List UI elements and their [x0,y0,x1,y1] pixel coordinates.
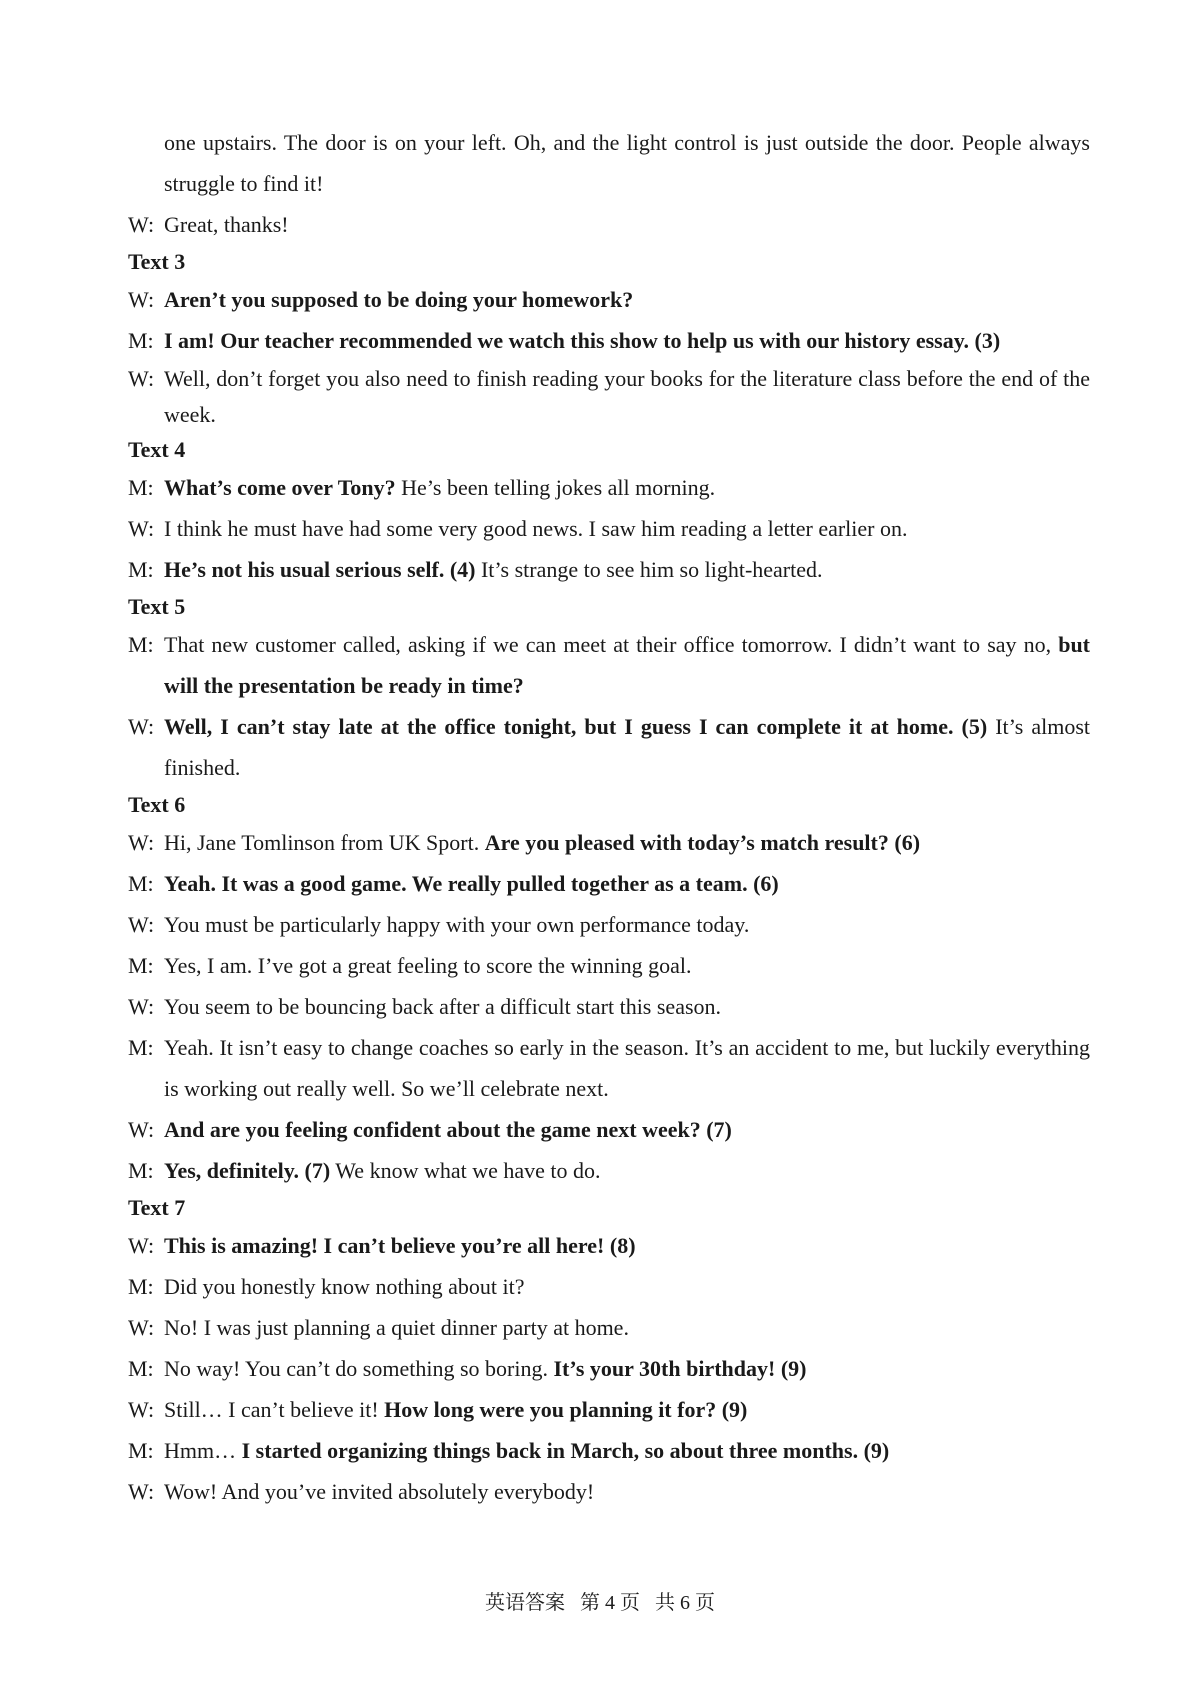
section-heading: Text 6 [128,792,186,817]
answer-highlight: This is amazing! I can’t believe you’re all here! (8) [164,1233,636,1258]
dialogue-line [128,822,1090,863]
answer-highlight: How long were you planning it for? (9) [384,1397,748,1422]
dialogue-text [164,320,1090,361]
dialogue-segment: He’s been telling jokes all morning. [395,475,716,500]
dialogue-segment: We know what we have to do. [330,1158,601,1183]
speaker-label: W: [128,714,155,739]
dialogue-segment: That new customer called, asking if we can meet at their office tomorrow. I didn’t want to say no, [164,632,1059,657]
section-heading: Text 3 [128,249,186,274]
dialogue-line [128,279,1090,320]
dialogue-segment: No! I was just planning a quiet dinner party at home. [164,1315,629,1340]
dialogue-line [128,1266,1090,1307]
dialogue-segment: You must be particularly happy with your own performance today. [164,912,750,937]
dialogue-text [164,279,1090,320]
dialogue-text [164,361,1090,433]
speaker-label: W: [128,1117,155,1142]
dialogue-text [164,1471,1090,1512]
speaker-label: M: [128,1438,154,1463]
dialogue-line [128,1389,1090,1430]
dialogue-line [128,986,1090,1027]
dialogue-line [128,1430,1090,1471]
dialogue-text [164,204,1090,245]
speaker-label: W: [128,1315,155,1340]
section-heading: Text 5 [128,594,186,619]
dialogue-text [164,1266,1090,1307]
speaker-label: W: [128,994,155,1019]
dialogue-line [128,467,1090,508]
answer-highlight: I am! Our teacher recommended we watch this show to help us with our history essay. (3) [164,328,1001,353]
dialogue-text [164,986,1090,1027]
answer-highlight: but will the presentation be ready in time? [164,632,1090,698]
dialogue-segment: one upstairs. The door is on your left. Oh, and the light control is just outside the door. People always struggle to find it! [164,130,1090,196]
dialogue-line [128,361,1090,433]
dialogue-text [164,706,1090,788]
speaker-label: M: [128,475,154,500]
dialogue-text [164,508,1090,549]
dialogue-text [164,467,1090,508]
dialogue-text [164,1150,1090,1191]
dialogue-line [128,1225,1090,1266]
answer-highlight: It’s your 30th birthday! (9) [553,1356,807,1381]
dialogue-line [128,1471,1090,1512]
speaker-label: M: [128,953,154,978]
dialogue-text [164,549,1090,590]
speaker-label: M: [128,1035,154,1060]
answer-highlight: Are you pleased with today’s match result? (6) [484,830,921,855]
dialogue-line [128,1348,1090,1389]
dialogue-line [128,945,1090,986]
footer-subject: 英语答案 [485,1592,565,1614]
dialogue-segment: Well, don’t forget you also need to finish reading your books for the literature class before the end of the week. [164,366,1090,427]
speaker-label: M: [128,1274,154,1299]
speaker-label: M: [128,871,154,896]
speaker-label: M: [128,328,154,353]
dialogue-segment: Hmm… [164,1438,242,1463]
dialogue-segment: You seem to be bouncing back after a difficult start this season. [164,994,722,1019]
dialogue-text [164,1307,1090,1348]
dialogue-line [128,508,1090,549]
speaker-label: W: [128,1233,155,1258]
dialogue-segment: I think he must have had some very good news. I saw him reading a letter earlier on. [164,516,908,541]
answer-highlight: What’s come over Tony? [164,475,396,500]
dialogue-segment: Yeah. It isn’t easy to change coaches so early in the season. It’s an accident to me, but luckily everything is working out really well. So we’ll celebrate next. [164,1035,1090,1101]
dialogue-text [164,904,1090,945]
dialogue-line [128,706,1090,788]
speaker-label: M: [128,557,154,582]
dialogue-line [128,204,1090,245]
transcript-body [128,122,1090,1512]
answer-highlight: Well, I can’t stay late at the office tonight, but I guess I can complete it at home. (5) [164,714,988,739]
dialogue-text [164,945,1090,986]
dialogue-segment: Yes, I am. I’ve got a great feeling to score the winning goal. [164,953,692,978]
dialogue-text [164,863,1090,904]
speaker-label: W: [128,912,155,937]
answer-highlight: Yes, definitely. (7) [164,1158,331,1183]
speaker-label: M: [128,632,154,657]
speaker-label: W: [128,212,155,237]
dialogue-line [128,549,1090,590]
dialogue-text [164,1225,1090,1266]
dialogue-text [164,1027,1090,1109]
dialogue-segment: Great, thanks! [164,212,289,237]
dialogue-segment: Still… I can’t believe it! [164,1397,385,1422]
dialogue-segment: Hi, Jane Tomlinson from UK Sport. [164,830,485,855]
dialogue-line [128,1307,1090,1348]
dialogue-text [164,1348,1090,1389]
dialogue-line [128,1150,1090,1191]
dialogue-line [128,904,1090,945]
footer-page-number: 第 4 页 [580,1592,640,1614]
answer-highlight: Yeah. It was a good game. We really pulled together as a team. (6) [164,871,779,896]
answer-highlight: He’s not his usual serious self. (4) [164,557,476,582]
answer-highlight: I started organizing things back in March, so about three months. (9) [241,1438,890,1463]
dialogue-line [128,1109,1090,1150]
dialogue-continuation [128,122,1090,204]
dialogue-segment: No way! You can’t do something so boring. [164,1356,554,1381]
dialogue-text [164,822,1090,863]
speaker-label: W: [128,366,155,391]
dialogue-line [128,863,1090,904]
answer-highlight: Aren’t you supposed to be doing your homework? [164,287,634,312]
dialogue-line [128,320,1090,361]
dialogue-text [164,624,1090,706]
dialogue-text [164,1109,1090,1150]
dialogue-segment: It’s almost finished. [164,714,1091,780]
dialogue-segment: It’s strange to see him so light-hearted. [475,557,823,582]
speaker-label: W: [128,830,155,855]
speaker-label: W: [128,516,155,541]
answer-highlight: And are you feeling confident about the game next week? (7) [164,1117,732,1142]
dialogue-segment: Wow! And you’ve invited absolutely everybody! [164,1479,595,1504]
dialogue-line [128,1027,1090,1109]
speaker-label: W: [128,1479,155,1504]
speaker-label: M: [128,1356,154,1381]
footer-total-pages: 共 6 页 [655,1592,715,1614]
dialogue-line [128,624,1090,706]
speaker-label: W: [128,1397,155,1422]
section-heading: Text 4 [128,437,186,462]
dialogue-text [164,1430,1090,1471]
section-heading: Text 7 [128,1195,186,1220]
dialogue-text [164,1389,1090,1430]
page-footer [0,1586,1200,1615]
speaker-label: M: [128,1158,154,1183]
speaker-label: W: [128,287,155,312]
dialogue-segment: Did you honestly know nothing about it? [164,1274,525,1299]
